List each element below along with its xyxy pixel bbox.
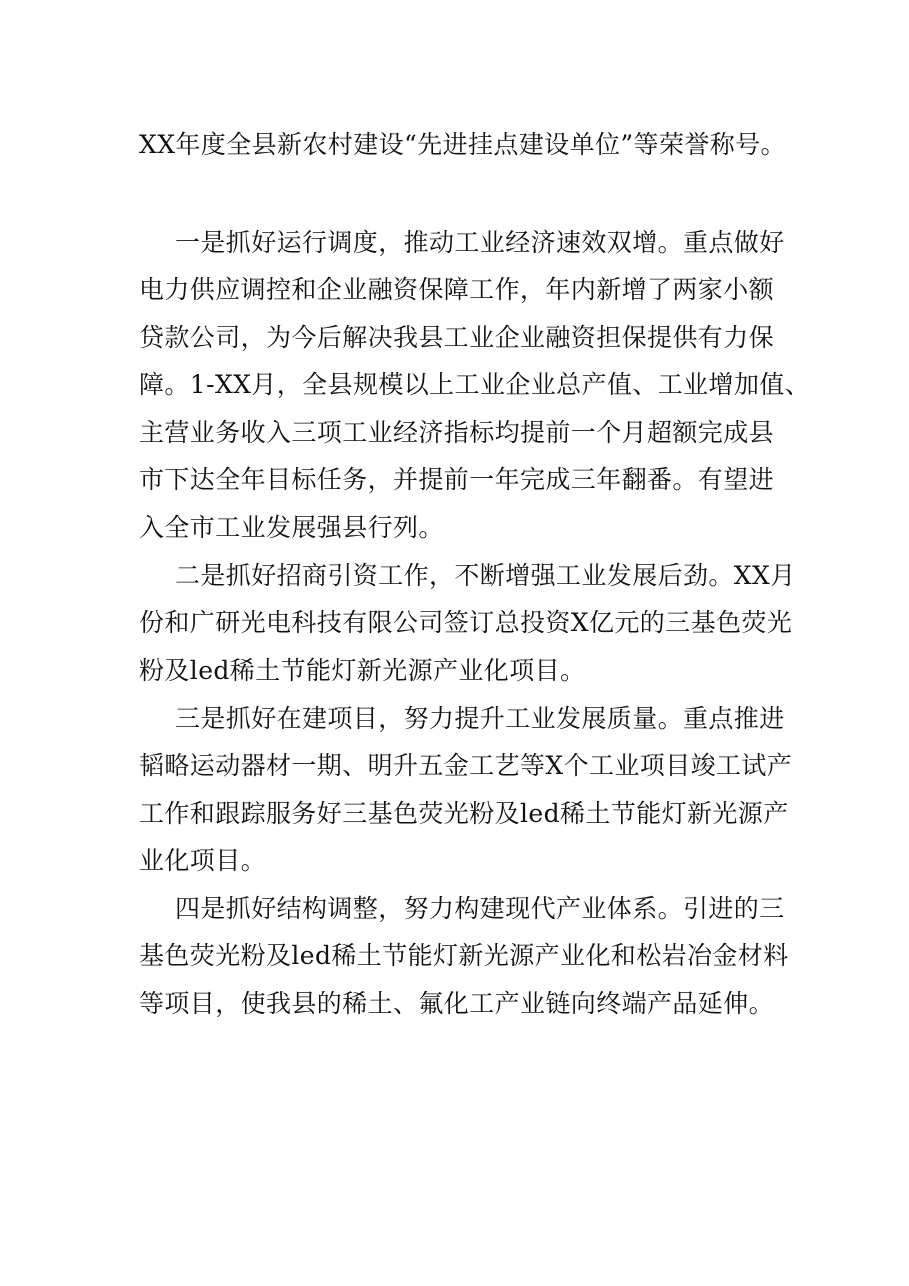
- paragraph-1-line: 入全市工业发展强县行列。: [139, 513, 444, 542]
- paragraph-2-line: 二是抓好招商引资工作，不断增强工业发展后劲。XX月: [175, 561, 796, 590]
- text-line: XX年度全县新农村建设“先进挂点建设单位”等荣誉称号。: [139, 130, 786, 159]
- paragraph-1-line: 贷款公司，为今后解决我县工业企业融资担保提供有力保: [139, 323, 775, 352]
- paragraph-1-line: 主营业务收入三项工业经济指标均提前一个月超额完成县: [139, 418, 775, 447]
- paragraph-1-line: 电力供应调控和企业融资保障工作，年内新增了两家小额: [139, 275, 775, 304]
- paragraph-3-line: 业化项目。: [139, 846, 267, 875]
- paragraph-1-line: 障。1-XX月，全县规模以上工业企业总产值、工业增加值、: [139, 370, 811, 399]
- paragraph-4-line: 基色荧光粉及led稀土节能灯新光源产业化和松岩冶金材料: [139, 941, 789, 970]
- paragraph-3-line: 三是抓好在建项目，努力提升工业发展质量。重点推进: [175, 704, 785, 733]
- paragraph-3-line: 韬略运动器材一期、明升五金工艺等X个工业项目竣工试产: [139, 751, 793, 780]
- paragraph-3-line: 工作和跟踪服务好三基色荧光粉及led稀土节能灯新光源产: [139, 799, 789, 828]
- paragraph-4-line: 等项目，使我县的稀土、氟化工产业链向终端产品延伸。: [139, 989, 775, 1018]
- paragraph-1-line: 一是抓好运行调度，推动工业经济速效双增。重点做好: [175, 228, 785, 257]
- paragraph-2-line: 份和广研光电科技有限公司签订总投资X亿元的三基色荧光: [139, 608, 793, 637]
- paragraph-1-line: 市下达全年目标任务，并提前一年完成三年翻番。有望进: [139, 465, 775, 494]
- paragraph-2-line: 粉及led稀土节能灯新光源产业化项目。: [139, 656, 586, 685]
- paragraph-4-line: 四是抓好结构调整，努力构建现代产业体系。引进的三: [175, 894, 785, 923]
